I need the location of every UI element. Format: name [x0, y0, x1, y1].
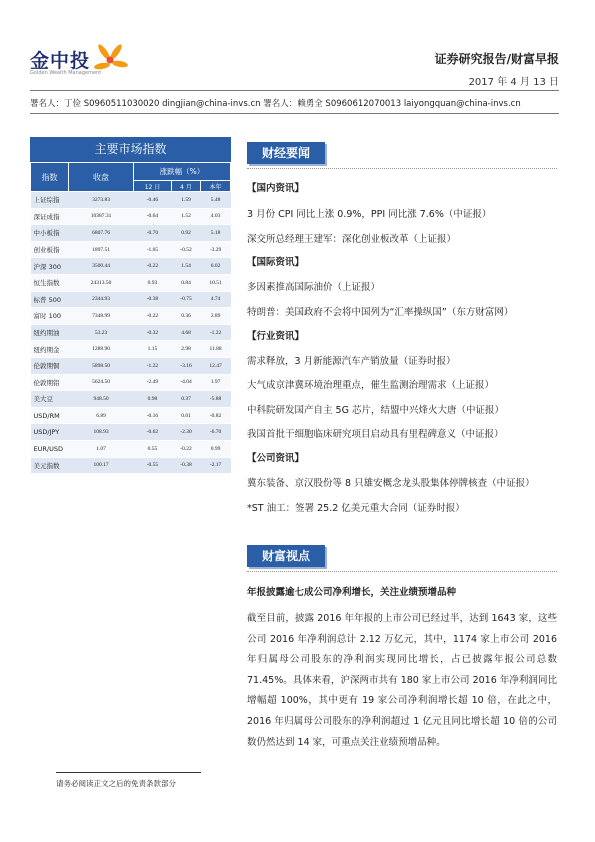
- change-ytd-cell: 1.97: [201, 374, 231, 391]
- close-cell: 24313.50: [69, 274, 134, 291]
- change-12d-cell: -0.64: [134, 208, 172, 225]
- close-cell: 53.23: [69, 324, 134, 341]
- change-12d-cell: -0.70: [134, 225, 172, 242]
- change-ytd-cell: 11.88: [201, 341, 231, 358]
- table-row: [31, 407, 231, 424]
- table-row: [31, 291, 231, 308]
- table-row: [31, 457, 231, 474]
- index-name-cell: 恒生指数: [31, 274, 69, 291]
- news-item: 冀东装备、京汉股份等 8 只雄安概念龙头股集体停牌核查（中证报）: [247, 478, 535, 489]
- close-cell: 100.17: [69, 457, 134, 474]
- section-divider: [247, 571, 557, 572]
- table-row: [31, 374, 231, 391]
- change-4m-cell: -4.04: [171, 374, 200, 391]
- table-row: [31, 391, 231, 408]
- article-title: 年报披露逾七成公司净利增长，关注业绩预增品种: [247, 587, 457, 598]
- change-ytd-cell: 4.03: [201, 208, 231, 225]
- col-header-4m: 4 月: [171, 181, 200, 192]
- close-cell: 1.07: [69, 440, 134, 457]
- col-header-ytd: 本年: [201, 181, 231, 192]
- change-12d-cell: -0.22: [134, 258, 172, 275]
- table-row: [31, 258, 231, 275]
- index-name-cell: 沪深 300: [31, 258, 69, 275]
- change-ytd-cell: 0.99: [201, 440, 231, 457]
- change-ytd-cell: -6.70: [201, 424, 231, 441]
- col-header-close: 收盘: [69, 163, 134, 192]
- header-divider: [30, 90, 559, 91]
- change-ytd-cell: 2.89: [201, 308, 231, 325]
- index-name-cell: EUR/USD: [31, 440, 69, 457]
- table-row: [31, 225, 231, 242]
- change-12d-cell: -0.62: [134, 424, 172, 441]
- change-4m-cell: -0.52: [171, 241, 200, 258]
- table-row: [31, 424, 231, 441]
- news-item: 中科院研发国产自主 5G 芯片，结盟中兴烽火大唐（中证报）: [247, 405, 504, 416]
- close-cell: 948.50: [69, 391, 134, 408]
- index-name-cell: USD/RM: [31, 407, 69, 424]
- market-index-table: [30, 162, 231, 474]
- news-item: 我国首批干细胞临床研究项目启动具有里程碑意义（中证报）: [247, 429, 504, 440]
- col-header-12d: 12 日: [134, 181, 172, 192]
- change-ytd-cell: -0.82: [201, 407, 231, 424]
- change-12d-cell: -1.22: [134, 357, 172, 374]
- change-12d-cell: -0.55: [134, 457, 172, 474]
- close-cell: 5898.50: [69, 357, 134, 374]
- category-international: 【国际资讯】: [247, 257, 305, 268]
- change-ytd-cell: -2.17: [201, 457, 231, 474]
- change-12d-cell: 0.55: [134, 440, 172, 457]
- change-ytd-cell: -1.22: [201, 324, 231, 341]
- index-name-cell: 伦敦期铝: [31, 374, 69, 391]
- change-12d-cell: 1.15: [134, 341, 172, 358]
- footer-divider: [56, 772, 201, 773]
- report-date: 2017 年 4 月 13 日: [468, 77, 559, 88]
- index-name-cell: 伦敦期铜: [31, 357, 69, 374]
- close-cell: 3273.83: [69, 192, 134, 209]
- change-4m-cell: 0.37: [171, 391, 200, 408]
- change-ytd-cell: 5.48: [201, 192, 231, 209]
- index-name-cell: 富时 100: [31, 308, 69, 325]
- news-item: 3 月份 CPI 同比上涨 0.9%，PPI 同比涨 7.6%（中证报）: [247, 209, 492, 220]
- index-name-cell: 标普 500: [31, 291, 69, 308]
- news-item: 特朗普：美国政府不会将中国列为“汇率操纵国”（东方财富网）: [247, 307, 514, 318]
- change-4m-cell: -2.30: [171, 424, 200, 441]
- change-ytd-cell: -3.29: [201, 241, 231, 258]
- table-row: [31, 324, 231, 341]
- close-cell: 108.93: [69, 424, 134, 441]
- table-row: [31, 241, 231, 258]
- change-12d-cell: -0.32: [134, 324, 172, 341]
- col-header-index: 指数: [31, 163, 69, 192]
- change-4m-cell: 2.98: [171, 341, 200, 358]
- footer-disclaimer: 请务必阅读正文之后的免责条款部分: [56, 779, 176, 788]
- close-cell: 1288.90: [69, 341, 134, 358]
- table-row: [31, 308, 231, 325]
- table-row: [31, 341, 231, 358]
- index-name-cell: USD/JPY: [31, 424, 69, 441]
- index-name-cell: 上证综指: [31, 192, 69, 209]
- close-cell: 3500.44: [69, 258, 134, 275]
- news-item: 多因素推高国际油价（上证报）: [247, 282, 381, 293]
- index-name-cell: 美大豆: [31, 391, 69, 408]
- index-name-cell: 创业板指: [31, 241, 69, 258]
- news-item: 深交所总经理王建军：深化创业板改革（上证报）: [247, 234, 457, 245]
- company-logo-subtext: Golden Wealth Management: [30, 70, 102, 76]
- index-name-cell: 纽约期金: [31, 341, 69, 358]
- market-table-title: 主要市场指数: [30, 137, 231, 162]
- table-row: [31, 357, 231, 374]
- company-logo-text: 金中投: [30, 50, 91, 72]
- index-name-cell: 美元指数: [31, 457, 69, 474]
- section-heading-wealth-view: 财富视点: [247, 545, 325, 567]
- change-4m-cell: -0.38: [171, 457, 200, 474]
- news-item: *ST 油工：签署 25.2 亿美元重大合同（证券时报）: [247, 503, 465, 514]
- change-4m-cell: -0.22: [171, 440, 200, 457]
- article-body: 截至目前，披露 2016 年年报的上市公司已经过半，达到 1643 家，这些公司 2016 年净利润总计 2.12 万亿元，其中，1174 家上市公司 2016 年归属母公司股东的净利润实现同比增长，占已披露年报公司总数 71.45%。具体来看，沪深两市共有 180 家上市公司 2016 年净利润同比增幅超 100%，其中更有 19 家公司净利润增长超 10 倍，在此之中，2016 年归属母公司股东的净利润超过 1 亿元且同比增长超 10 倍的公司数仍然达到 14 家，可重点关注业绩预增品种。: [247, 613, 557, 748]
- index-name-cell: 深证成指: [31, 208, 69, 225]
- close-cell: 10387.31: [69, 208, 134, 225]
- change-12d-cell: -2.49: [134, 374, 172, 391]
- change-4m-cell: 0.92: [171, 225, 200, 242]
- change-4m-cell: 1.54: [171, 258, 200, 275]
- change-12d-cell: 0.98: [134, 391, 172, 408]
- change-4m-cell: 0.01: [171, 407, 200, 424]
- category-industry: 【行业资讯】: [247, 331, 305, 342]
- table-row: [31, 440, 231, 457]
- news-item: 大气成京津冀环境治理重点，催生监测治理需求（上证报）: [247, 380, 495, 391]
- change-ytd-cell: 12.47: [201, 357, 231, 374]
- table-row: [31, 192, 231, 209]
- change-4m-cell: 1.59: [171, 192, 200, 209]
- table-row: [31, 208, 231, 225]
- change-12d-cell: -0.46: [134, 192, 172, 209]
- change-12d-cell: -1.05: [134, 241, 172, 258]
- change-12d-cell: -0.22: [134, 308, 172, 325]
- news-item: 需求释放，3 月新能源汽车产销放量（证券时报）: [247, 356, 456, 367]
- category-domestic: 【国内资讯】: [247, 183, 305, 194]
- change-4m-cell: 1.52: [171, 208, 200, 225]
- close-cell: 6807.76: [69, 225, 134, 242]
- change-4m-cell: -0.75: [171, 291, 200, 308]
- table-row: [31, 274, 231, 291]
- change-ytd-cell: 6.02: [201, 258, 231, 275]
- change-12d-cell: -0.38: [134, 291, 172, 308]
- change-4m-cell: 0.84: [171, 274, 200, 291]
- close-cell: 7348.99: [69, 308, 134, 325]
- change-12d-cell: -0.16: [134, 407, 172, 424]
- change-ytd-cell: 5.18: [201, 225, 231, 242]
- close-cell: 1897.51: [69, 241, 134, 258]
- col-header-change: 涨跌幅（%）: [134, 163, 231, 181]
- index-name-cell: 中小板指: [31, 225, 69, 242]
- index-name-cell: 纽约期油: [31, 324, 69, 341]
- change-4m-cell: 4.68: [171, 324, 200, 341]
- close-cell: 5624.50: [69, 374, 134, 391]
- analyst-divider: [30, 113, 559, 114]
- report-type: 证券研究报告/财富早报: [434, 52, 559, 66]
- section-divider: [247, 168, 557, 169]
- change-4m-cell: 0.36: [171, 308, 200, 325]
- section-heading-finance-news: 财经要闻: [247, 142, 325, 164]
- change-12d-cell: 0.93: [134, 274, 172, 291]
- change-ytd-cell: 10.51: [201, 274, 231, 291]
- category-company: 【公司资讯】: [247, 453, 305, 464]
- change-4m-cell: -3.16: [171, 357, 200, 374]
- change-ytd-cell: 4.74: [201, 291, 231, 308]
- logo-star-icon: [92, 42, 128, 78]
- close-cell: 2344.93: [69, 291, 134, 308]
- close-cell: 6.89: [69, 407, 134, 424]
- analyst-line: 署名人：丁俭 S0960511030020 dingjian@china-invs.cn 署名人：赖勇全 S0960612070013 laiyongquan@china-invs.cn: [30, 99, 521, 109]
- change-ytd-cell: -5.88: [201, 391, 231, 408]
